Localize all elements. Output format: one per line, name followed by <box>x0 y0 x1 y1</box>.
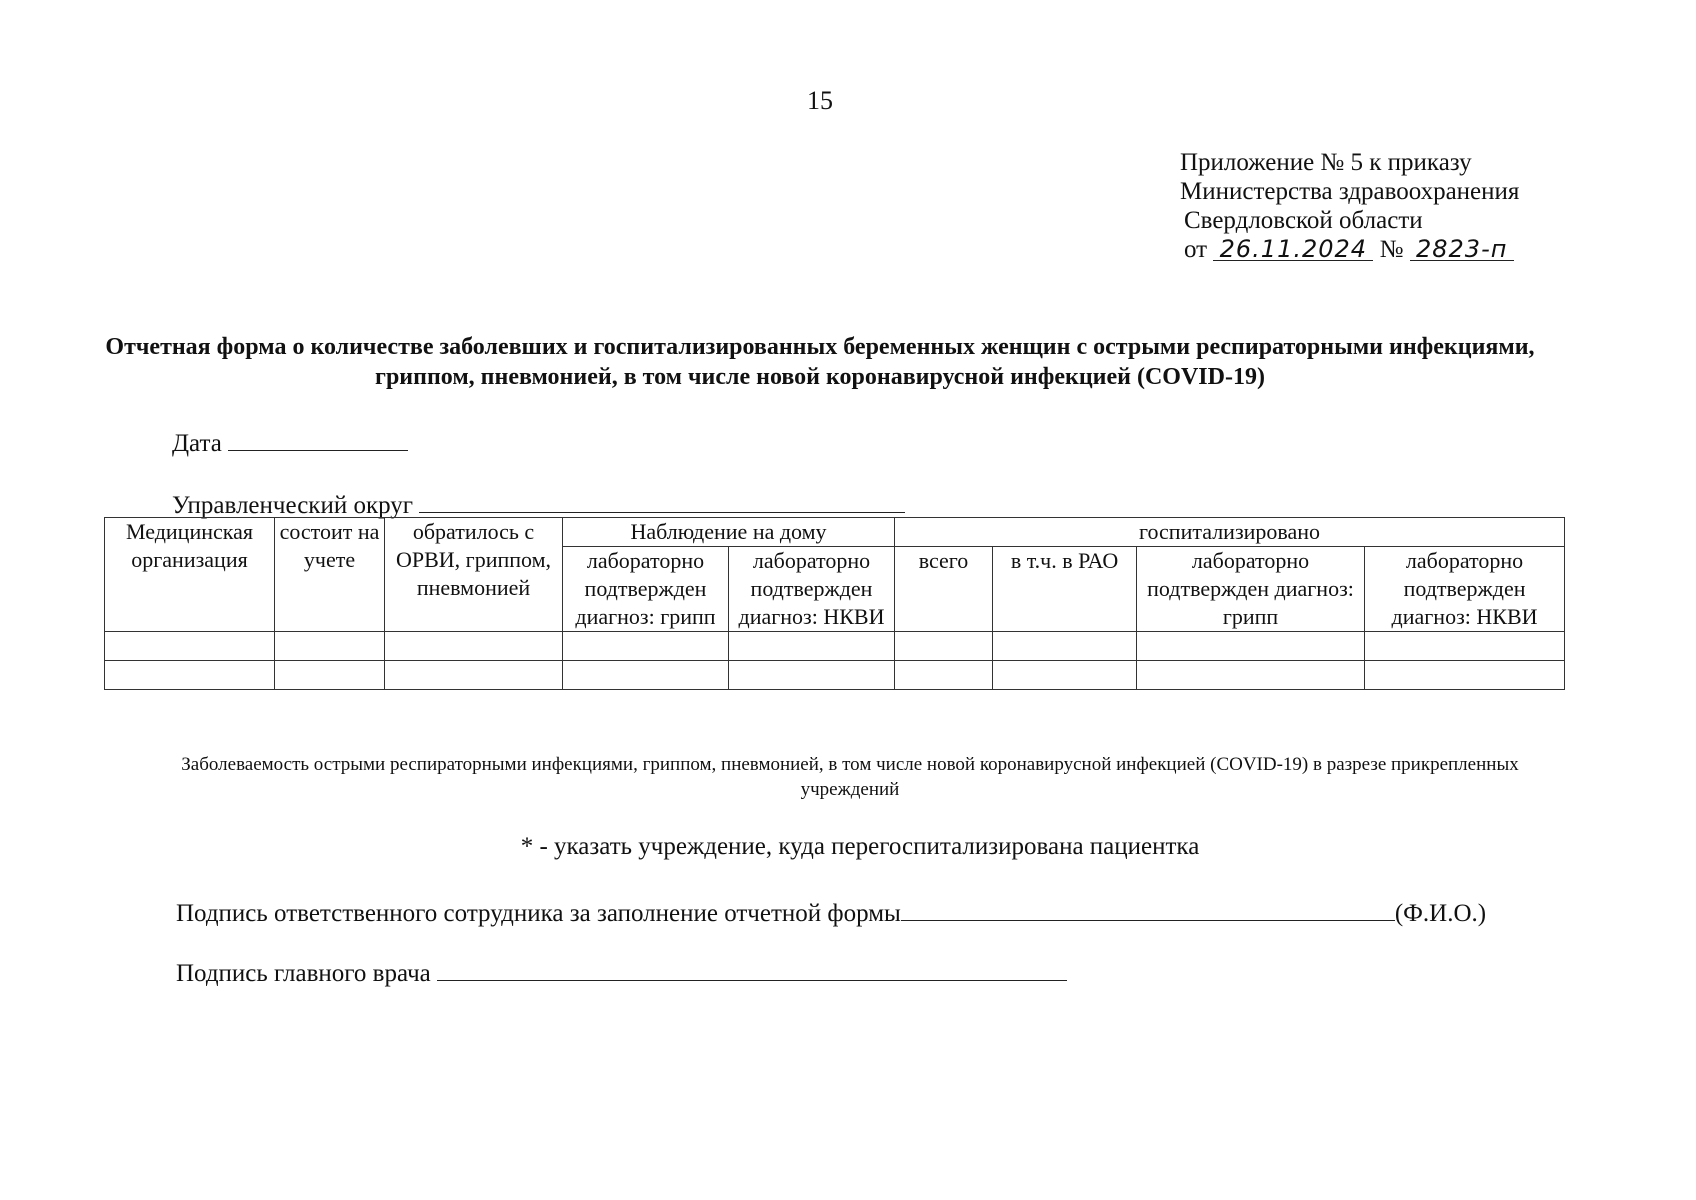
district-label: Управленческий округ <box>172 492 414 519</box>
signature-chief-field <box>176 958 1067 988</box>
signature-chief-label: Подпись главного врача <box>176 960 431 987</box>
table-cell <box>563 661 729 690</box>
table-cell <box>1137 632 1365 661</box>
table-cell <box>729 632 895 661</box>
table-cell <box>993 632 1137 661</box>
appendix-line-2: Министерства здравоохранения <box>1180 178 1520 205</box>
order-date-prefix: от <box>1184 236 1208 263</box>
district-field <box>172 490 905 520</box>
district-blank-line <box>419 490 905 513</box>
table-cell <box>1365 632 1565 661</box>
table-cell <box>105 632 275 661</box>
header-hospitalized: госпитализировано <box>895 518 1565 547</box>
table-cell <box>1365 661 1565 690</box>
signature-chief-blank-line <box>437 958 1067 981</box>
table-cell <box>895 661 993 690</box>
signature-responsible-blank-line <box>901 898 1395 921</box>
header-hosp-covid: лабораторно подтвержден диагноз: НКВИ <box>1365 547 1565 632</box>
appendix-header <box>1180 148 1519 264</box>
appendix-order-line <box>1184 235 1519 264</box>
page-number: 15 <box>807 86 833 115</box>
table-cell <box>895 632 993 661</box>
report-table <box>104 517 1565 690</box>
date-label: Дата <box>172 430 222 457</box>
table-cell <box>385 661 563 690</box>
header-med-org: Медицинская организация <box>105 518 275 632</box>
order-number-prefix: № <box>1379 236 1404 263</box>
date-blank-line <box>228 428 408 451</box>
table-cell <box>729 661 895 690</box>
table-cell <box>105 661 275 690</box>
header-registered: состоит на учете <box>275 518 385 632</box>
footnote: * - указать учреждение, куда перегоспитализирована пациентка <box>520 833 1200 860</box>
table-cell <box>563 632 729 661</box>
order-number-handwritten: 2823-п <box>1410 238 1514 261</box>
signature-responsible-suffix: (Ф.И.О.) <box>1394 900 1487 927</box>
signature-responsible-label: Подпись ответственного сотрудника за заполнение отчетной формы <box>176 900 901 927</box>
table-cell <box>275 632 385 661</box>
appendix-line-1: Приложение № 5 к приказу <box>1180 149 1472 176</box>
table-cell <box>275 661 385 690</box>
table-cell <box>1137 661 1365 690</box>
table-caption: Заболеваемость острыми респираторными инфекциями, гриппом, пневмонией, в том числе новой коронавирусной инфекцией (COVID-19) в разрезе прикрепленных учреждений <box>181 754 1519 800</box>
table-row <box>105 661 1565 690</box>
table-header-row-1 <box>105 518 1565 547</box>
form-title: Отчетная форма о количестве заболевших и госпитализированных беременных женщин с острыми респираторными инфекциями, гриппом, пневмонией, в том числе новой коронавирусной инфекцией (COVID-19) <box>105 334 1535 390</box>
header-hosp-flu: лабораторно подтвержден диагноз: грипп <box>1137 547 1365 632</box>
table-row <box>105 632 1565 661</box>
order-date-handwritten: 26.11.2024 <box>1213 238 1373 261</box>
header-home-observation: Наблюдение на дому <box>563 518 895 547</box>
table-cell <box>385 632 563 661</box>
appendix-line-3: Свердловской области <box>1184 207 1423 234</box>
header-home-covid: лабораторно подтвержден диагноз: НКВИ <box>729 547 895 632</box>
signature-responsible-field <box>176 898 1486 928</box>
header-home-flu: лабораторно подтвержден диагноз: грипп <box>563 547 729 632</box>
header-hosp-total: всего <box>895 547 993 632</box>
table-cell <box>993 661 1137 690</box>
header-applied: обратилось с ОРВИ, гриппом, пневмонией <box>385 518 563 632</box>
date-field <box>172 428 408 458</box>
header-hosp-icu: в т.ч. в РАО <box>993 547 1137 632</box>
